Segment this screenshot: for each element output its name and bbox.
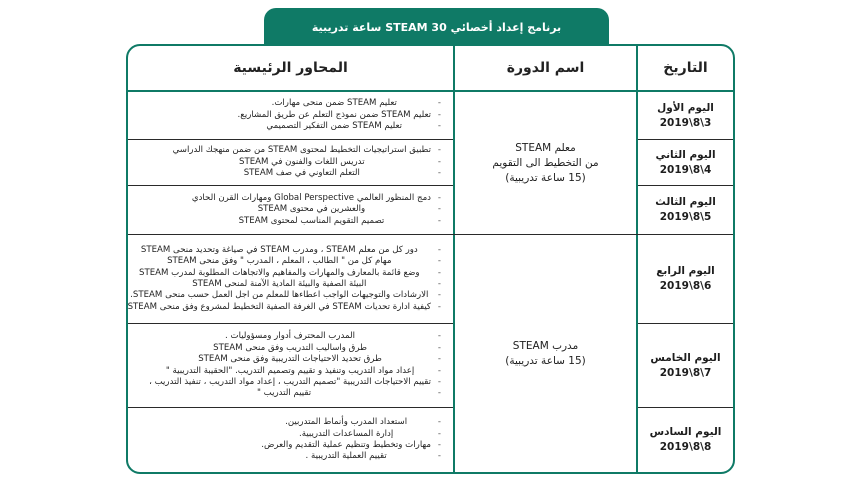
topics-day-5 [128,324,453,407]
topics-day-3 [128,186,453,234]
date-day-6 [638,408,733,472]
day-label: اليوم السادس [649,426,722,438]
topic-item: - تقييم الاحتياجات التدريبية "تصميم التدريب ، إعداد مواد التدريب ، تنفيذ التدريب ، [149,377,441,388]
topic-item: - البيئة الصفية والبيئة المادية الآمنة لمنحى STEAM [128,279,441,290]
day-label: اليوم الرابع [656,265,715,277]
course-teacher [455,92,636,234]
course-hours: (15 ساعة تدريبية) [505,171,586,184]
topic-item: - تطبيق استراتيجيات التخطيط لمحتوى STEAM من ضمن منهجك الدراسي [173,145,441,156]
day-date: 4\8\2019 [659,163,712,176]
day-date: 8\8\2019 [659,441,712,453]
topic-item: - إدارة المساعدات التدريبية. [261,429,441,440]
day-label: اليوم الثالث [655,196,716,208]
topic-item: - والعشرين في محتوى STEAM [192,204,441,215]
topic-item: - الارشادات والتوجيهات الواجب اعطاءها للمعلم من اجل العمل حسب منحى STEAM. [128,290,441,301]
topic-item: - تعليم STEAM ضمن منحى مهارات. [238,98,441,109]
course-subtitle: من التخطيط الى التقويم [492,156,599,169]
day-date: 6\8\2019 [659,280,712,292]
topic-item: - المدرب المحترف أدوار ومسؤوليات . [149,331,441,342]
header-course: اسم الدورة [506,60,585,76]
topic-item: - استعداد المدرب وأنماط المتدربين. [261,417,441,428]
topic-item: - كيفية ادارة تحديات STEAM في الغرفة الصفية التخطيط لمشروع وفق منحى STEAM [128,302,441,313]
course-trainer [455,235,636,472]
topic-item: - وضع قائمة بالمعارف والمهارات والمفاهيم والاتجاهات المطلوبة لمدرب STEAM [128,268,441,279]
topics-day-2 [128,140,453,185]
topic-item: - تعليم STEAM ضمن نموذج التعلم عن طريق المشاريع. [238,110,441,121]
date-day-3 [638,186,733,234]
day-date: 7\8\2019 [659,366,712,379]
course-hours: (15 ساعة تدريبية) [505,354,586,367]
topic-item: - مهارات وتخطيط وتنظيم عملية التقديم والعرض. [261,440,441,451]
date-day-2 [638,140,733,185]
topic-item: - مهام كل من " الطالب ، المعلم ، المدرب " وفق منحى STEAM [128,256,441,267]
topics-day-1 [128,92,453,139]
topic-item: - إعداد مواد التدريب وتنفيذ و تقييم وتصميم التدريب. "الحقيبة التدريبية " [149,366,441,377]
topic-item: - تقييم العملية التدريبية . [261,451,441,462]
topic-item: - دور كل من معلم STEAM ، ومدرب STEAM في صياغة وتحديد منحى STEAM [128,245,441,256]
program-title-banner [264,8,609,46]
header-topics: المحاور الرئيسية [233,60,348,76]
day-label: اليوم الخامس [650,351,721,364]
program-title: برنامج إعداد أخصائي STEAM 30 ساعة تدريبية [311,20,562,34]
topic-item: - تقييم التدريب " [149,388,441,399]
date-day-1 [638,92,733,139]
topics-day-4 [128,235,453,323]
topic-item: - طرق تحديد الاحتياجات التدريبية وفق منحى STEAM [149,354,441,365]
topic-item: - التعلم التعاوني في صف STEAM [173,168,441,179]
date-day-5 [638,324,733,407]
topics-day-6 [128,408,453,472]
day-label: اليوم الأول [657,101,714,114]
schedule-table [126,44,735,474]
topic-item: - تعليم STEAM ضمن التفكير التصميمي [238,121,441,132]
topic-item: - تدريس اللغات والفنون في STEAM [173,157,441,168]
topic-item: - طرق واساليب التدريب وفق منحى STEAM [149,343,441,354]
day-date: 3\8\2019 [659,116,712,129]
topic-item: - دمج المنظور العالمي Global Perspective ومهارات القرن الحادي [192,193,441,204]
day-label: اليوم الثاني [655,148,716,161]
date-day-4 [638,235,733,323]
course-name: مدرب STEAM [512,339,579,352]
course-name: معلم STEAM [515,141,576,154]
day-date: 5\8\2019 [659,211,712,223]
header-date: التاريخ [663,60,708,76]
topic-item: - تصميم التقويم المناسب لمحتوى STEAM [192,216,441,227]
